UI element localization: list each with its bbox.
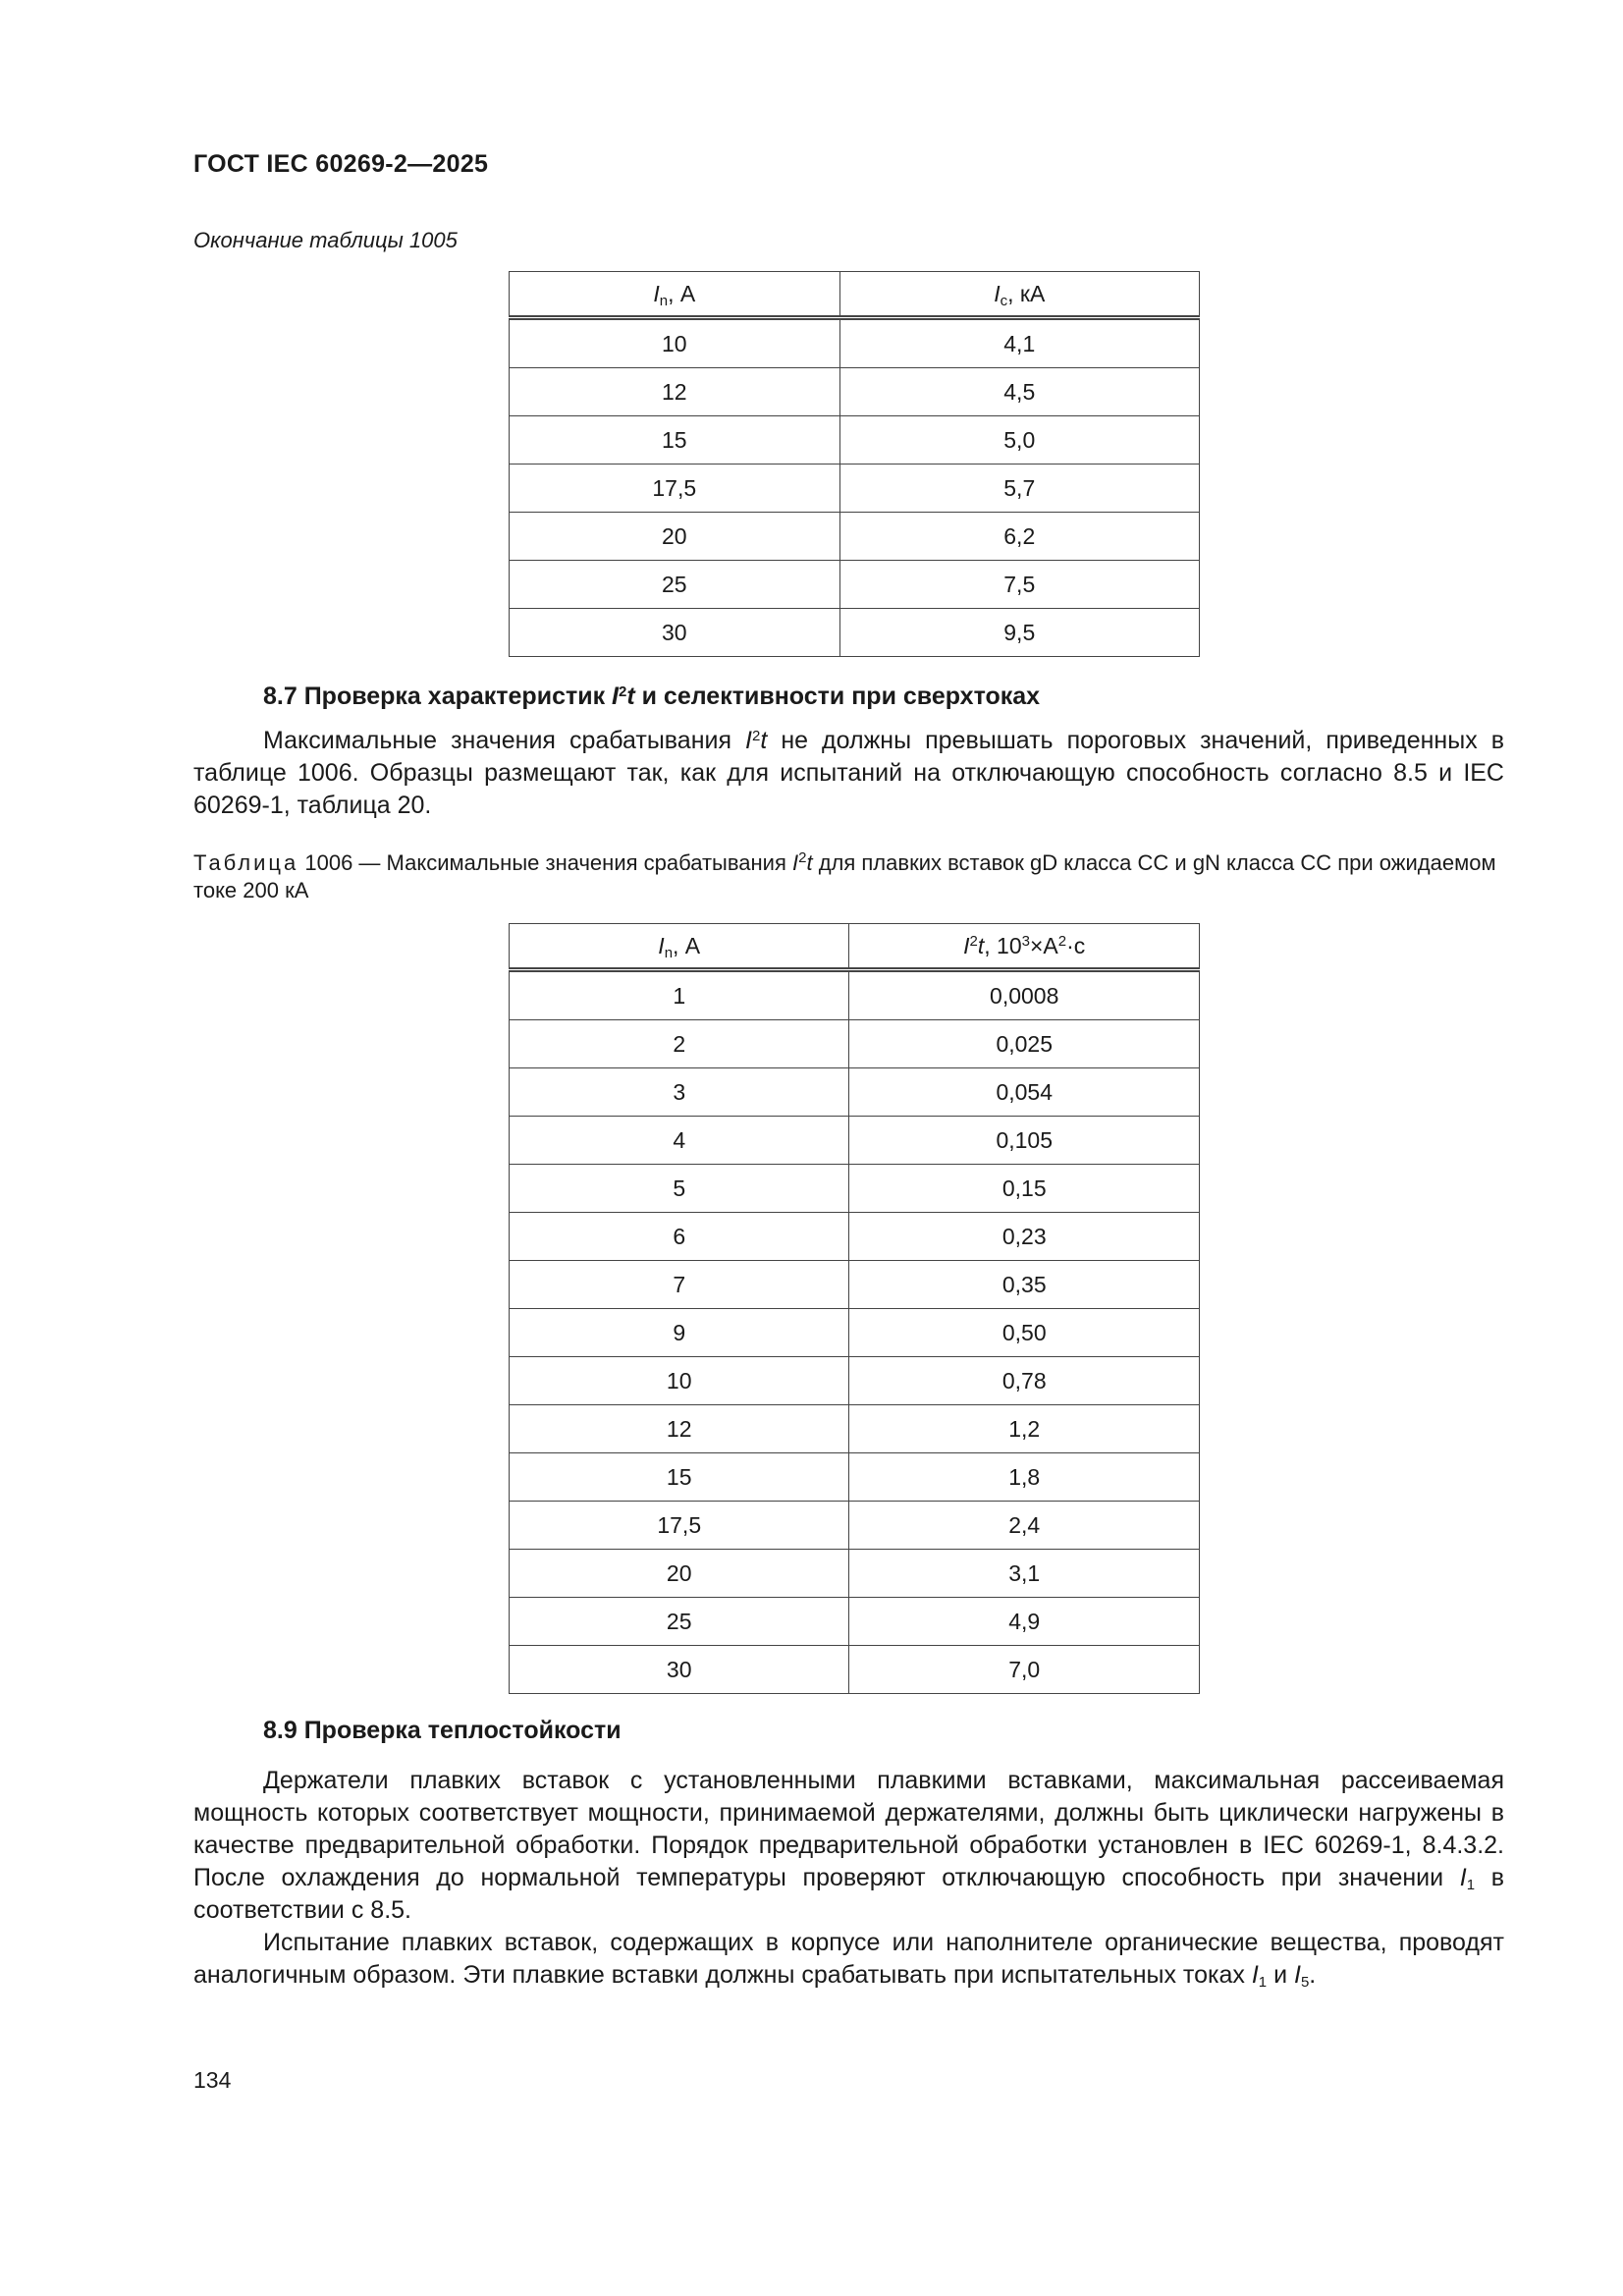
cell-value: 0,025 [849,1020,1200,1068]
table-row [510,416,1200,465]
cell-value: 4,9 [849,1598,1200,1646]
page-number: 134 [193,2067,232,2093]
cell-value: 5,0 [839,416,1199,465]
section-8-9-heading: 8.9 Проверка теплостойкости [263,1717,622,1744]
cell-value: 4,5 [839,368,1199,416]
section-8-7-paragraph: Максимальные значения срабатывания $I^2t$ не должны превышать пороговых значений, приведенных в таблице 1006. Образцы размещают так, как для испытаний на отключающую способность согласно 8.5 и IEC 60269-1, таблица 20. [193,727,1504,819]
cell-value: 0,0008 [849,970,1200,1020]
cell-value: 0,054 [849,1068,1200,1117]
document-code: ГОСТ IEC 60269-2—2025 [193,150,489,178]
header-rated-current: $I_n$, А [510,272,840,318]
table-header-row [510,924,1200,970]
table-row [510,1502,1200,1550]
table-row [510,1117,1200,1165]
table-row [510,970,1200,1020]
cell-value: 7,5 [839,561,1199,609]
cell-rated-current: 20 [510,1550,849,1598]
table-row [510,1020,1200,1068]
table-row [510,1357,1200,1405]
table-row [510,1261,1200,1309]
cell-rated-current: 25 [510,561,840,609]
cell-rated-current: 1 [510,970,849,1020]
cell-rated-current: 25 [510,1598,849,1646]
table-row [510,1165,1200,1213]
cell-value: 9,5 [839,609,1199,657]
cell-value: 0,78 [849,1357,1200,1405]
cell-value: 4,1 [839,318,1199,368]
cell-value: 0,105 [849,1117,1200,1165]
table-row [510,1646,1200,1694]
cell-rated-current: 10 [510,318,840,368]
cell-value: 7,0 [849,1646,1200,1694]
table-row [510,1309,1200,1357]
section-8-9-paragraph-1: Держатели плавких вставок с установленными плавкими вставками, максимальная рассеиваемая мощность которых соответствует мощности, принимаемой держателями, должны быть циклически нагружены в качестве предварительной обработки. Порядок предварительной обработки установлен в IEC 60269-1, 8.4.3.2. После охлаждения до нормальной температуры проверяют отключающую способность при значении $I_1$ в соответствии с 8.5. [193,1767,1504,1924]
cell-value: 0,23 [849,1213,1200,1261]
cell-rated-current: 10 [510,1357,849,1405]
cell-value: 3,1 [849,1550,1200,1598]
cell-rated-current: 20 [510,513,840,561]
table-row [510,561,1200,609]
cell-value: 6,2 [839,513,1199,561]
table-header-row [510,272,1200,318]
cell-value: 0,35 [849,1261,1200,1309]
table-row [510,1550,1200,1598]
section-8-7-heading: 8.7 Проверка характеристик $I^2t$ и селективности при сверхтоках [263,683,1041,710]
cell-value: 2,4 [849,1502,1200,1550]
table-row [510,1405,1200,1453]
cell-rated-current: 7 [510,1261,849,1309]
cell-rated-current: 4 [510,1117,849,1165]
cell-value: 1,8 [849,1453,1200,1502]
table-row [510,513,1200,561]
table-1005 [509,271,1200,657]
cell-value: 1,2 [849,1405,1200,1453]
table-row [510,465,1200,513]
table-1006 [509,923,1200,1694]
cell-value: 5,7 [839,465,1199,513]
cell-value: 0,15 [849,1165,1200,1213]
section-8-9-paragraph-2: Испытание плавких вставок, содержащих в корпусе или наполнителе органические вещества, проводят аналогичным образом. Эти плавкие вставки должны срабатывать при испытательных токах $I_1$ и $I_5$. [193,1929,1504,1991]
table-row [510,318,1200,368]
table-row [510,1453,1200,1502]
cell-rated-current: 15 [510,1453,849,1502]
table-1006-caption: Таблица 1006 — Максимальные значения срабатывания $I^2t$ для плавких вставок gD класса CC и gN класса CC при ожидаемом токе 200 кА [193,849,1496,902]
cell-value: 0,50 [849,1309,1200,1357]
table-row [510,1598,1200,1646]
cell-rated-current: 17,5 [510,465,840,513]
table-row [510,1213,1200,1261]
table-row [510,368,1200,416]
table-row [510,609,1200,657]
cell-rated-current: 6 [510,1213,849,1261]
cell-rated-current: 12 [510,368,840,416]
cell-rated-current: 5 [510,1165,849,1213]
cell-rated-current: 12 [510,1405,849,1453]
table-row [510,1068,1200,1117]
header-rated-current: $I_n$, А [510,924,849,970]
cell-rated-current: 30 [510,609,840,657]
cell-rated-current: 15 [510,416,840,465]
header-i2t-value: $I^2t$, $10^3\times А^2\cdot с$ [849,924,1200,970]
cell-rated-current: 9 [510,1309,849,1357]
cell-rated-current: 2 [510,1020,849,1068]
table-1005-continuation-caption: Окончание таблицы 1005 [193,228,458,252]
cell-rated-current: 17,5 [510,1502,849,1550]
cell-rated-current: 30 [510,1646,849,1694]
cell-rated-current: 3 [510,1068,849,1117]
header-cutoff-current: $I_c$, кА [839,272,1199,318]
